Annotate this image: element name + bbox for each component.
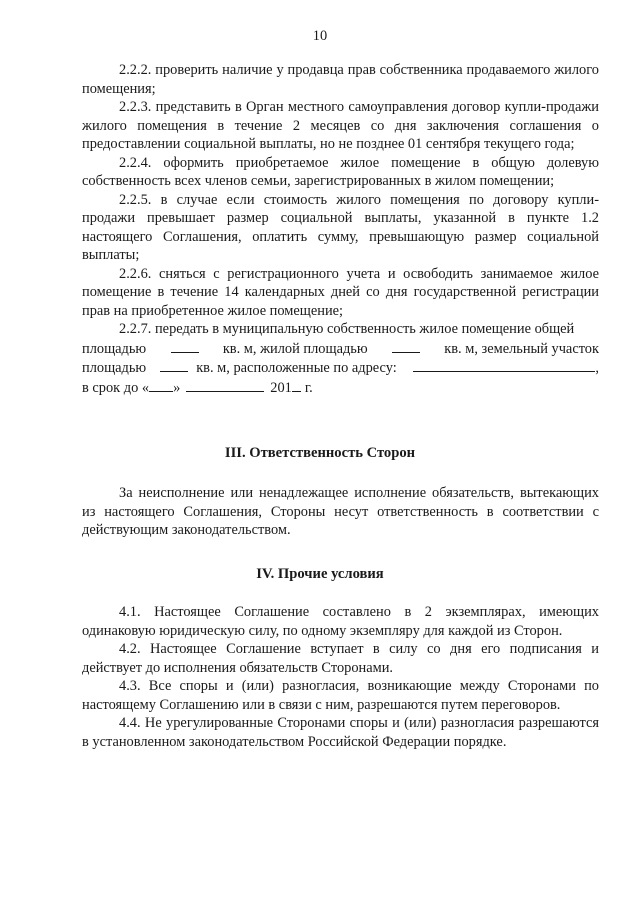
area-label: площадью: [82, 340, 147, 357]
deadline-year-prefix: 201: [270, 379, 292, 396]
deadline-day-blank[interactable]: [149, 378, 173, 392]
address-label: кв. м, расположенные по адресу:: [196, 360, 397, 376]
section-4-heading: IV. Прочие условия: [256, 566, 384, 582]
clause-2-2-7: [82, 320, 599, 397]
clause-2-2-7-line3: [82, 358, 599, 378]
address-blank[interactable]: [413, 358, 596, 372]
page-number: 10: [312, 28, 328, 44]
clause-4-2: 4.2. Настоящее Соглашение вступает в силу со дня его подписания и действует до исполнения обязательств Сторонами.: [82, 641, 599, 676]
living-area-label: кв. м, жилой площадью: [222, 340, 368, 357]
land-plot-label: кв. м, земельный участок: [444, 340, 599, 357]
clause-2-2-7-line4: [82, 378, 599, 398]
living-area-blank[interactable]: [392, 339, 420, 353]
clause-4-4: 4.4. Не урегулированные Сторонами споры и (или) разногласия разрешаются в установленном законодательством Российской Федерации порядке.: [82, 715, 599, 750]
section-4-items: [82, 603, 599, 751]
deadline-month-blank[interactable]: [186, 378, 264, 392]
clause-4-3: 4.3. Все споры и (или) разногласия, возникающие между Сторонами по настоящему Соглашению или в связи с ним, разрешаются путем переговоров.: [82, 678, 599, 713]
total-area-blank[interactable]: [171, 339, 199, 353]
section-3-text: За неисполнение или ненадлежащее исполнение обязательств, вытекающих из настоящего Соглашения, Стороны несут ответственность в соответствии с действующим законодательством.: [82, 485, 599, 538]
clause-2-2-7-line2: [82, 339, 599, 359]
deadline-year-suffix: г.: [304, 379, 313, 396]
deadline-year-blank[interactable]: [292, 378, 301, 392]
section-3-heading: III. Ответственность Сторон: [224, 445, 416, 461]
clause-2-2-3: 2.2.3. представить в Орган местного самоуправления договор купли-продажи жилого помещения в течение 2 месяцев со дня заключения соглашения о предоставлении социальной выплаты, но не позднее 01 сентября текущего года;: [82, 99, 599, 152]
clause-4-1: 4.1. Настоящее Соглашение составлено в 2 экземплярах, имеющих одинаковую юридическую силу, по одному экземпляру для каждой из Сторон.: [82, 604, 599, 639]
deadline-label: в срок до «: [82, 379, 150, 396]
plot-area-label: площадью: [82, 360, 147, 376]
section-2-items: [82, 61, 599, 397]
clause-2-2-4: 2.2.4. оформить приобретаемое жилое помещение в общую долевую собственность всех членов семьи, зарегистрированных в жилом помещении;: [82, 154, 599, 189]
deadline-quote-close: »: [173, 379, 181, 396]
address-comma: ,: [595, 360, 599, 376]
clause-2-2-2: 2.2.2. проверить наличие у продавца прав собственника продаваемого жилого помещения;: [82, 62, 599, 97]
clause-2-2-7-line1: 2.2.7. передать в муниципальную собственность жилое помещение общей: [119, 321, 575, 337]
section-3-body: [82, 484, 599, 540]
plot-area-blank[interactable]: [160, 358, 188, 372]
clause-2-2-5: 2.2.5. в случае если стоимость жилого помещения по договору купли-продажи превышает размер социальной выплаты, указанной в пункте 1.2 настоящего Соглашения, оплатить сумму, превышающую размер социальной выплаты;: [82, 191, 599, 263]
clause-2-2-6: 2.2.6. сняться с регистрационного учета и освободить занимаемое жилое помещение в течение 14 календарных дней со дня государственной регистрации прав на приобретенное жилое помещение;: [82, 265, 599, 319]
